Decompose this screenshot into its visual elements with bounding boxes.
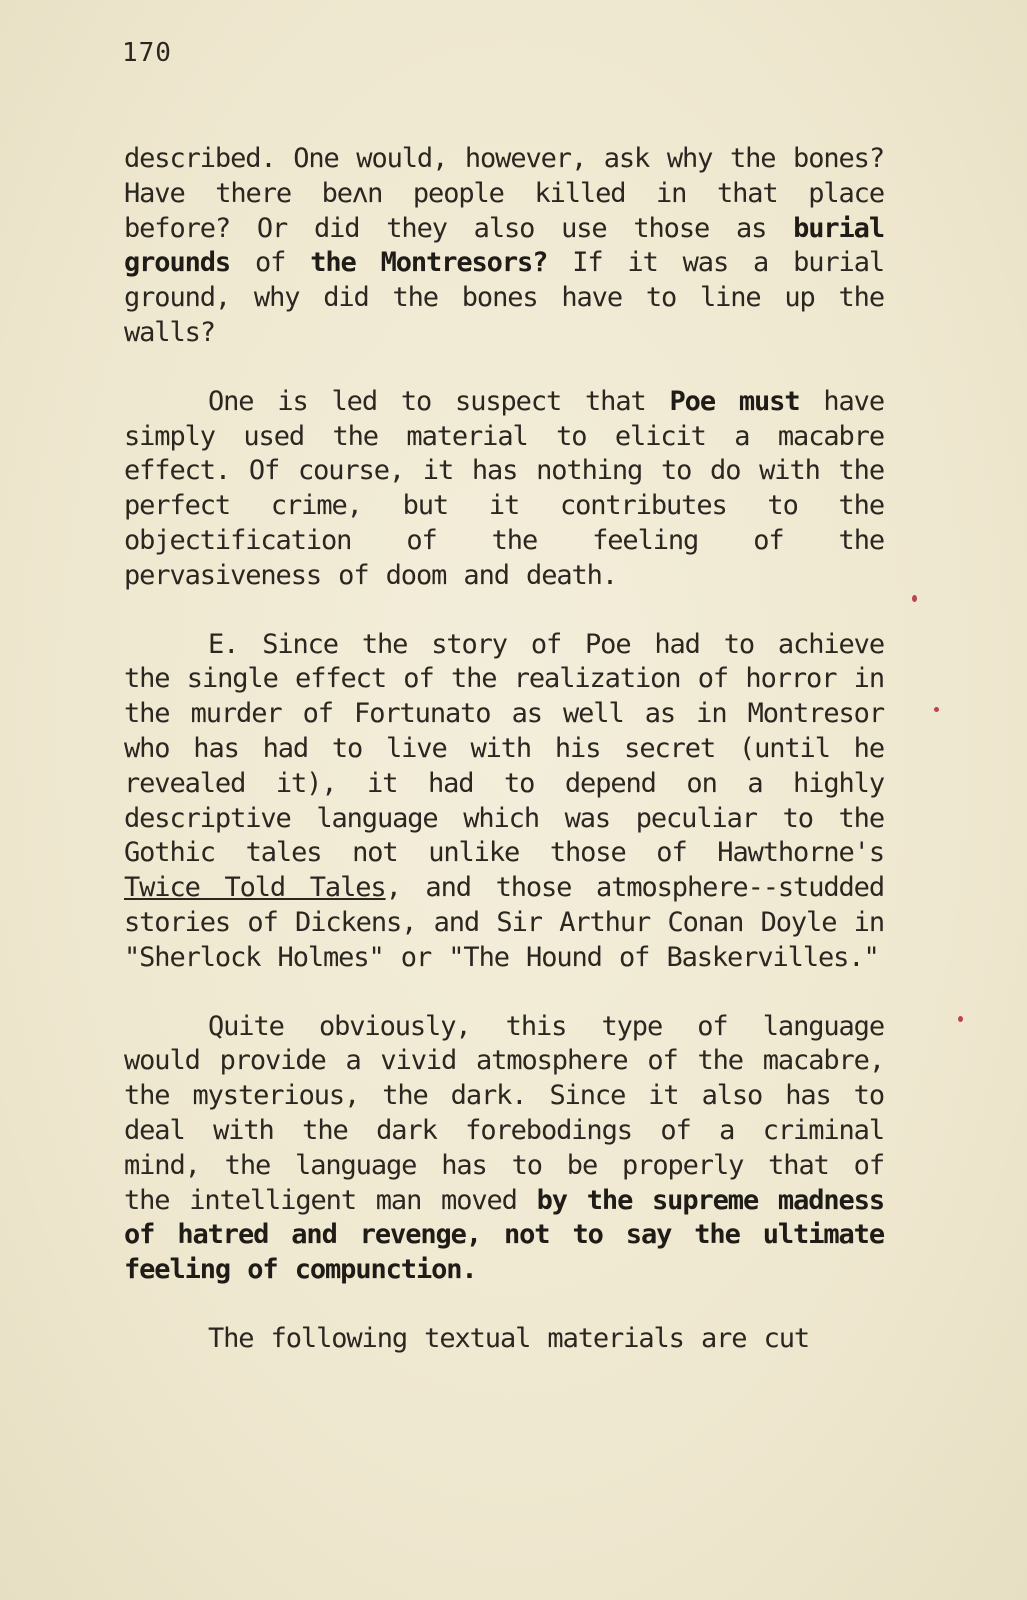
underlined-title: Twice Told Tales [124, 872, 386, 904]
paragraph-section-e [124, 628, 884, 976]
paragraph-text: The following textual materials are cut [208, 1322, 810, 1354]
paragraph-text: described. One would, however, ask why the bones? Have there beʌn people killed in that place before? Or did they also use those as [124, 143, 884, 244]
paragraph-text: E. Since the story of Poe had to achieve the single effect of the realization of horror in the murder of Fortunato as well as in Montresor who has had to live with his secret (until he revealed it), it had to depend on a highly descriptive language which was peculiar to the Gothic tales not unlike those of Hawthorne's [124, 628, 884, 869]
highlighted-text: the Montresors? [310, 247, 548, 279]
paragraph-text: , and those atmosphere--studded stories of Dickens, and Sir Arthur Conan Doyle in "Sherlock Holmes" or "The Hound of Baskervilles." [124, 872, 884, 973]
body-text [124, 142, 884, 1357]
paragraph-text: If it was a burial ground, why did the bones have to line up the walls? [124, 247, 885, 348]
paragraph-textual-materials [124, 1322, 884, 1357]
paragraph-bones-question [124, 142, 884, 351]
paragraph-text: of [230, 247, 311, 279]
paragraph-macabre-effect [124, 385, 884, 594]
paragraph-text: Quite obviously, this type of language would provide a vivid atmosphere of the macabre, the mysterious, the dark. Since it also has to deal with the dark forebodings of a criminal mind, the language has to be properly that of the intelligent man moved [124, 1010, 884, 1216]
ink-speck [958, 1016, 963, 1022]
ink-speck [912, 595, 917, 602]
ink-speck [934, 707, 939, 712]
highlighted-text: by the supreme madness of hatred and revenge, not to say the ultimate feeling of compunction. [124, 1184, 885, 1286]
paragraph-text: have simply used the material to elicit a macabre effect. Of course, it has nothing to do with the perfect crime, but it contributes to the objectification of the feeling of the pervasiveness of doom and death. [124, 385, 884, 591]
highlighted-text: Poe must [669, 385, 800, 417]
paragraph-text: One is led to suspect that [208, 385, 670, 417]
page-number: 170 [122, 38, 172, 68]
highlighted-text: burial grounds [124, 212, 884, 279]
paragraph-language [124, 1010, 884, 1288]
